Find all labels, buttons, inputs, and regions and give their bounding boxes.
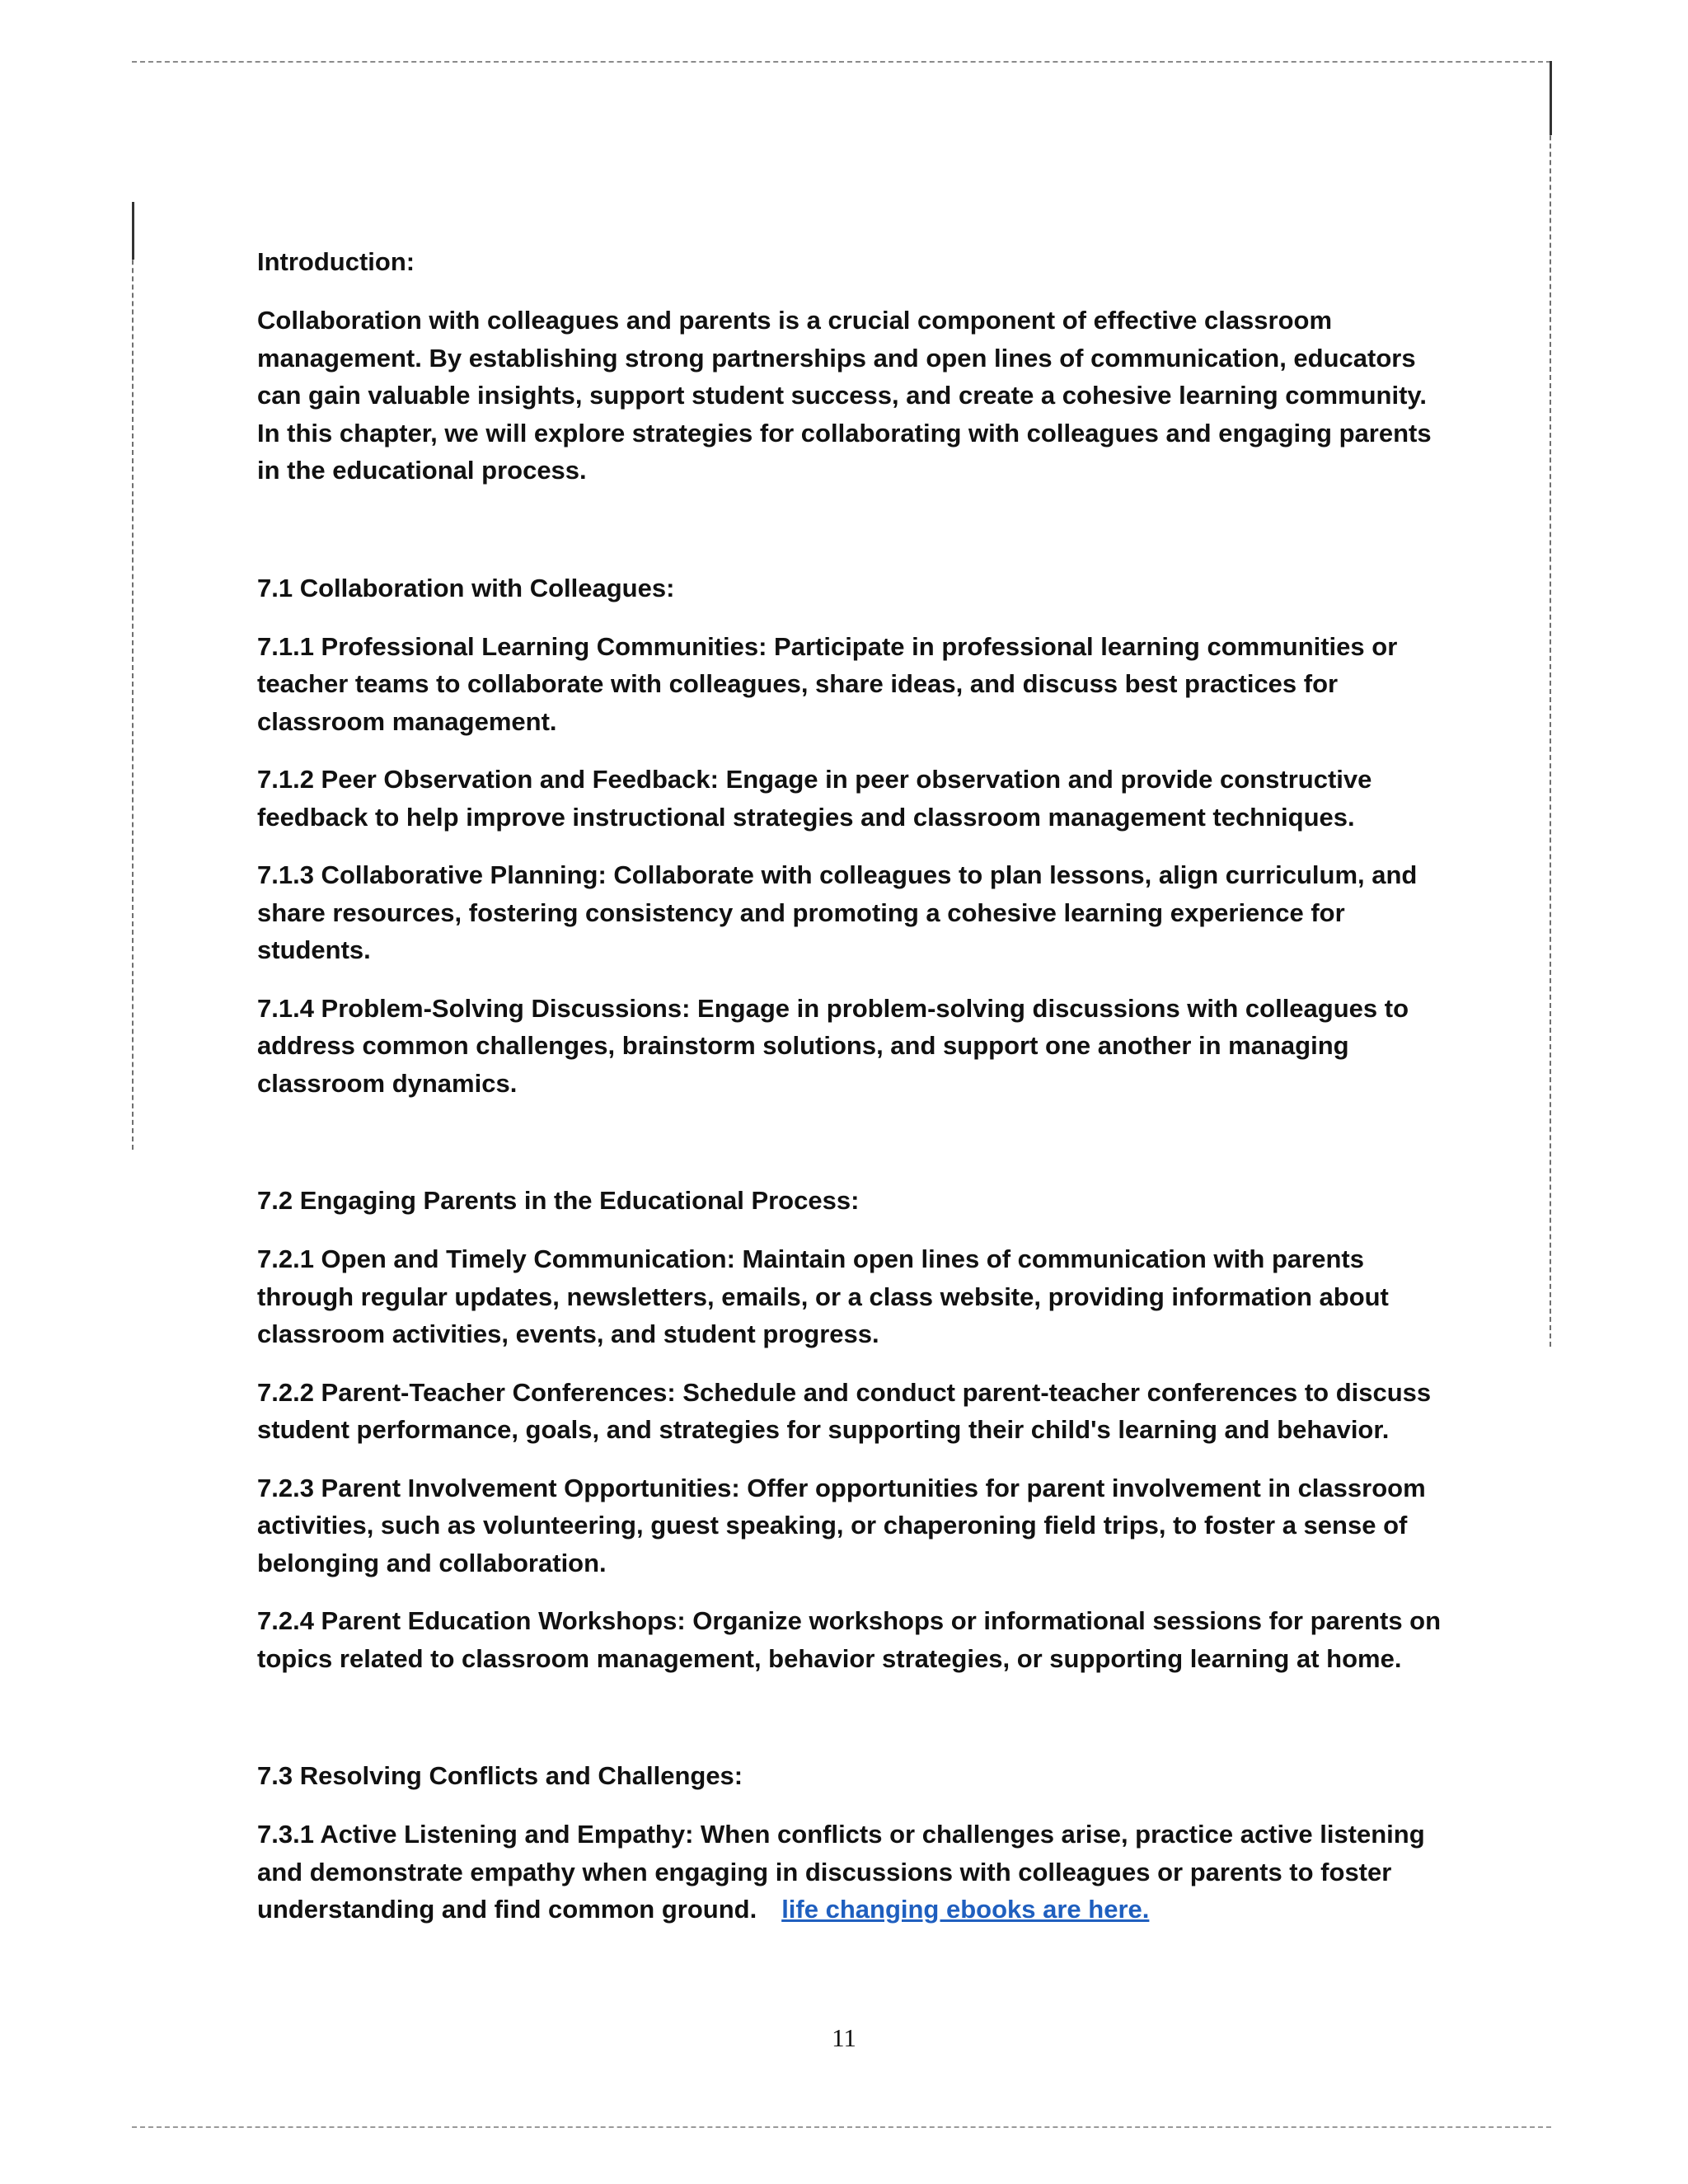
section-7-3-heading: 7.3 Resolving Conflicts and Challenges: — [257, 1761, 743, 1790]
page-number: 11 — [832, 2023, 856, 2052]
item-7-2-2: 7.2.2 Parent-Teacher Conferences: Schedule and conduct parent-teacher conferences to discuss student performance, goals, and strategies for supporting their child's learning and behavior. — [257, 1377, 1432, 1444]
item-7-1-2: 7.1.2 Peer Observation and Feedback: Engage in peer observation and provide constructive feedback to help improve instructional strategies and classroom management techniques. — [257, 765, 1372, 832]
item-7-1-4: 7.1.4 Problem-Solving Discussions: Engage in problem-solving discussions with colleagues to address common challenges, brainstorm solutions, and support one another in managing classroom dynamics. — [257, 993, 1409, 1098]
section-7-1-heading: 7.1 Collaboration with Colleagues: — [257, 573, 675, 602]
item-7-3-1-text: 7.3.1 Active Listening and Empathy: When conflicts or challenges arise, practice active listening and demonstrate empathy when engaging in discussions with colleagues or parents to foster understanding and find common ground. — [257, 1820, 1425, 1924]
item-7-1-1: 7.1.1 Professional Learning Communities: Participate in professional learning communities or teacher teams to collaborate with colleagues, share ideas, and discuss best practices for classroom management. — [257, 631, 1398, 736]
page-border-right-accent — [1550, 61, 1552, 135]
page-border-top — [132, 61, 1551, 63]
item-7-2-4: 7.2.4 Parent Education Workshops: Organize workshops or informational sessions for parents on topics related to classroom management, behavior strategies, or supporting learning at home. — [257, 1606, 1442, 1673]
page-border-left — [132, 202, 134, 1150]
section-spacer — [257, 510, 1444, 569]
page-border-left-accent — [132, 202, 134, 260]
page-border-right — [1550, 61, 1551, 1347]
section-7-2-heading: 7.2 Engaging Parents in the Educational Process: — [257, 1186, 860, 1215]
introduction-heading: Introduction: — [257, 247, 415, 276]
section-spacer — [257, 1698, 1444, 1757]
section-spacer — [257, 1122, 1444, 1182]
page-border-bottom — [132, 2126, 1551, 2128]
item-7-2-1: 7.2.1 Open and Timely Communication: Maintain open lines of communication with parents through regular updates, newsletters, emails, or a class website, providing information about classroom activities, events, and student progress. — [257, 1244, 1389, 1348]
item-7-2-3: 7.2.3 Parent Involvement Opportunities: Offer opportunities for parent involvement in classroom activities, such as volunteering, guest speaking, or chaperoning field trips, to foster a sense of belonging and collaboration. — [257, 1473, 1426, 1577]
ebooks-link[interactable]: life changing ebooks are here. — [781, 1895, 1150, 1924]
item-7-3-1 — [257, 1816, 1444, 1929]
item-7-1-3: 7.1.3 Collaborative Planning: Collaborate with colleagues to plan lessons, align curriculum, and share resources, fostering consistency and promoting a cohesive learning experience for students. — [257, 860, 1418, 964]
document-body — [257, 243, 1444, 1949]
introduction-paragraph: Collaboration with colleagues and parents is a crucial component of effective classroom management. By establishing strong partnerships and open lines of communication, educators can gain valuable insights, support student success, and create a cohesive learning community. In this chapter, we will explore strategies for collaborating with colleagues and engaging parents in the educational process. — [257, 306, 1432, 485]
